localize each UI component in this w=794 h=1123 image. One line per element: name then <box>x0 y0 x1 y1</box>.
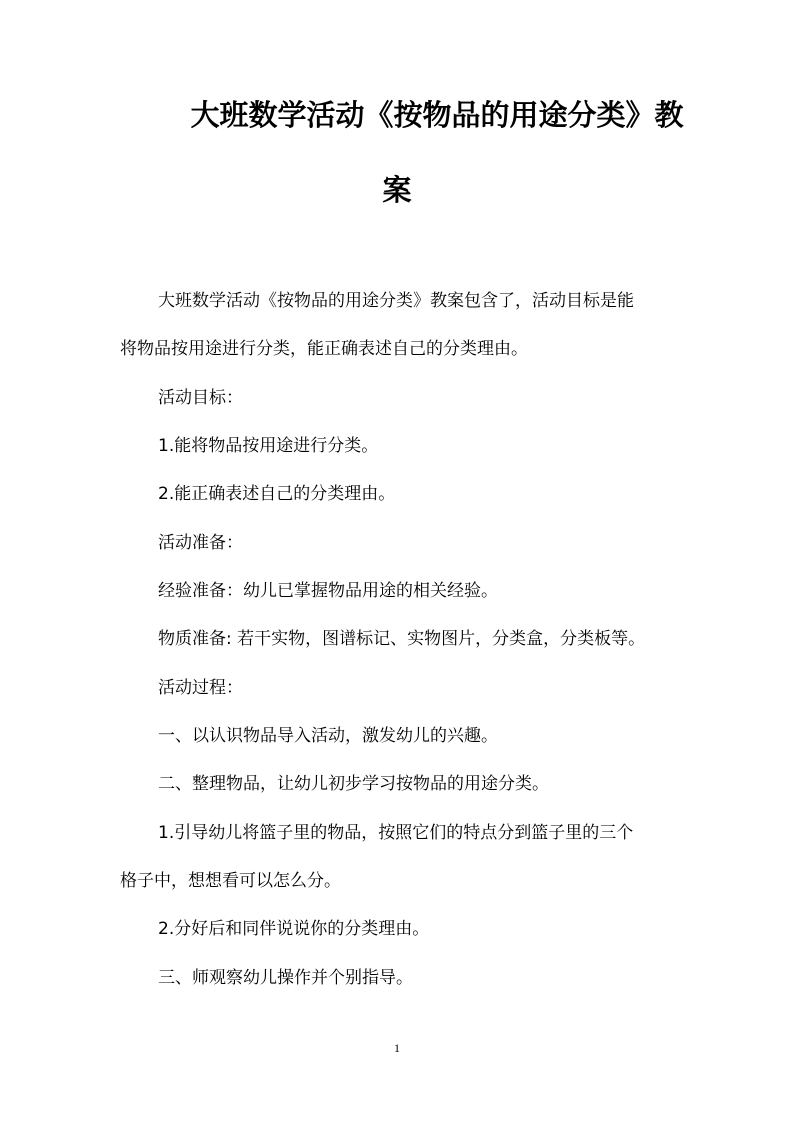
process-step-3: 三、师观察幼儿操作并个别指导。 <box>158 968 413 988</box>
preparation-materials: 物质准备: 若干实物，图谱标记、实物图片，分类盒，分类板等。 <box>158 629 646 649</box>
process-substep-1-line1: 1.引导幼儿将篮子里的物品，按照它们的特点分到篮子里的三个 <box>158 823 634 843</box>
document-title: 大班数学活动《按物品的用途分类》教 <box>190 98 684 132</box>
page-number: 1 <box>394 1041 400 1055</box>
document-title-continued: 案 <box>382 173 412 207</box>
process-step-1: 一、以认识物品导入活动，激发幼儿的兴趣。 <box>158 726 498 746</box>
preparation-experience: 经验准备：幼儿已掌握物品用途的相关经验。 <box>158 581 498 601</box>
intro-paragraph-line2: 将物品按用途进行分类，能正确表述自己的分类理由。 <box>120 339 528 359</box>
section-heading-process: 活动过程： <box>158 678 243 698</box>
intro-paragraph-line1: 大班数学活动《按物品的用途分类》教案包含了，活动目标是能 <box>158 291 634 311</box>
process-substep-2: 2.分好后和同伴说说你的分类理由。 <box>158 919 430 939</box>
process-step-2: 二、整理物品，让幼儿初步学习按物品的用途分类。 <box>158 774 549 794</box>
section-heading-preparation: 活动准备： <box>158 533 243 553</box>
section-heading-goals: 活动目标： <box>158 388 243 408</box>
process-substep-1-line2: 格子中，想想看可以怎么分。 <box>120 871 341 891</box>
goal-item-1: 1.能将物品按用途进行分类。 <box>158 436 379 456</box>
goal-item-2: 2.能正确表述自己的分类理由。 <box>158 484 396 504</box>
